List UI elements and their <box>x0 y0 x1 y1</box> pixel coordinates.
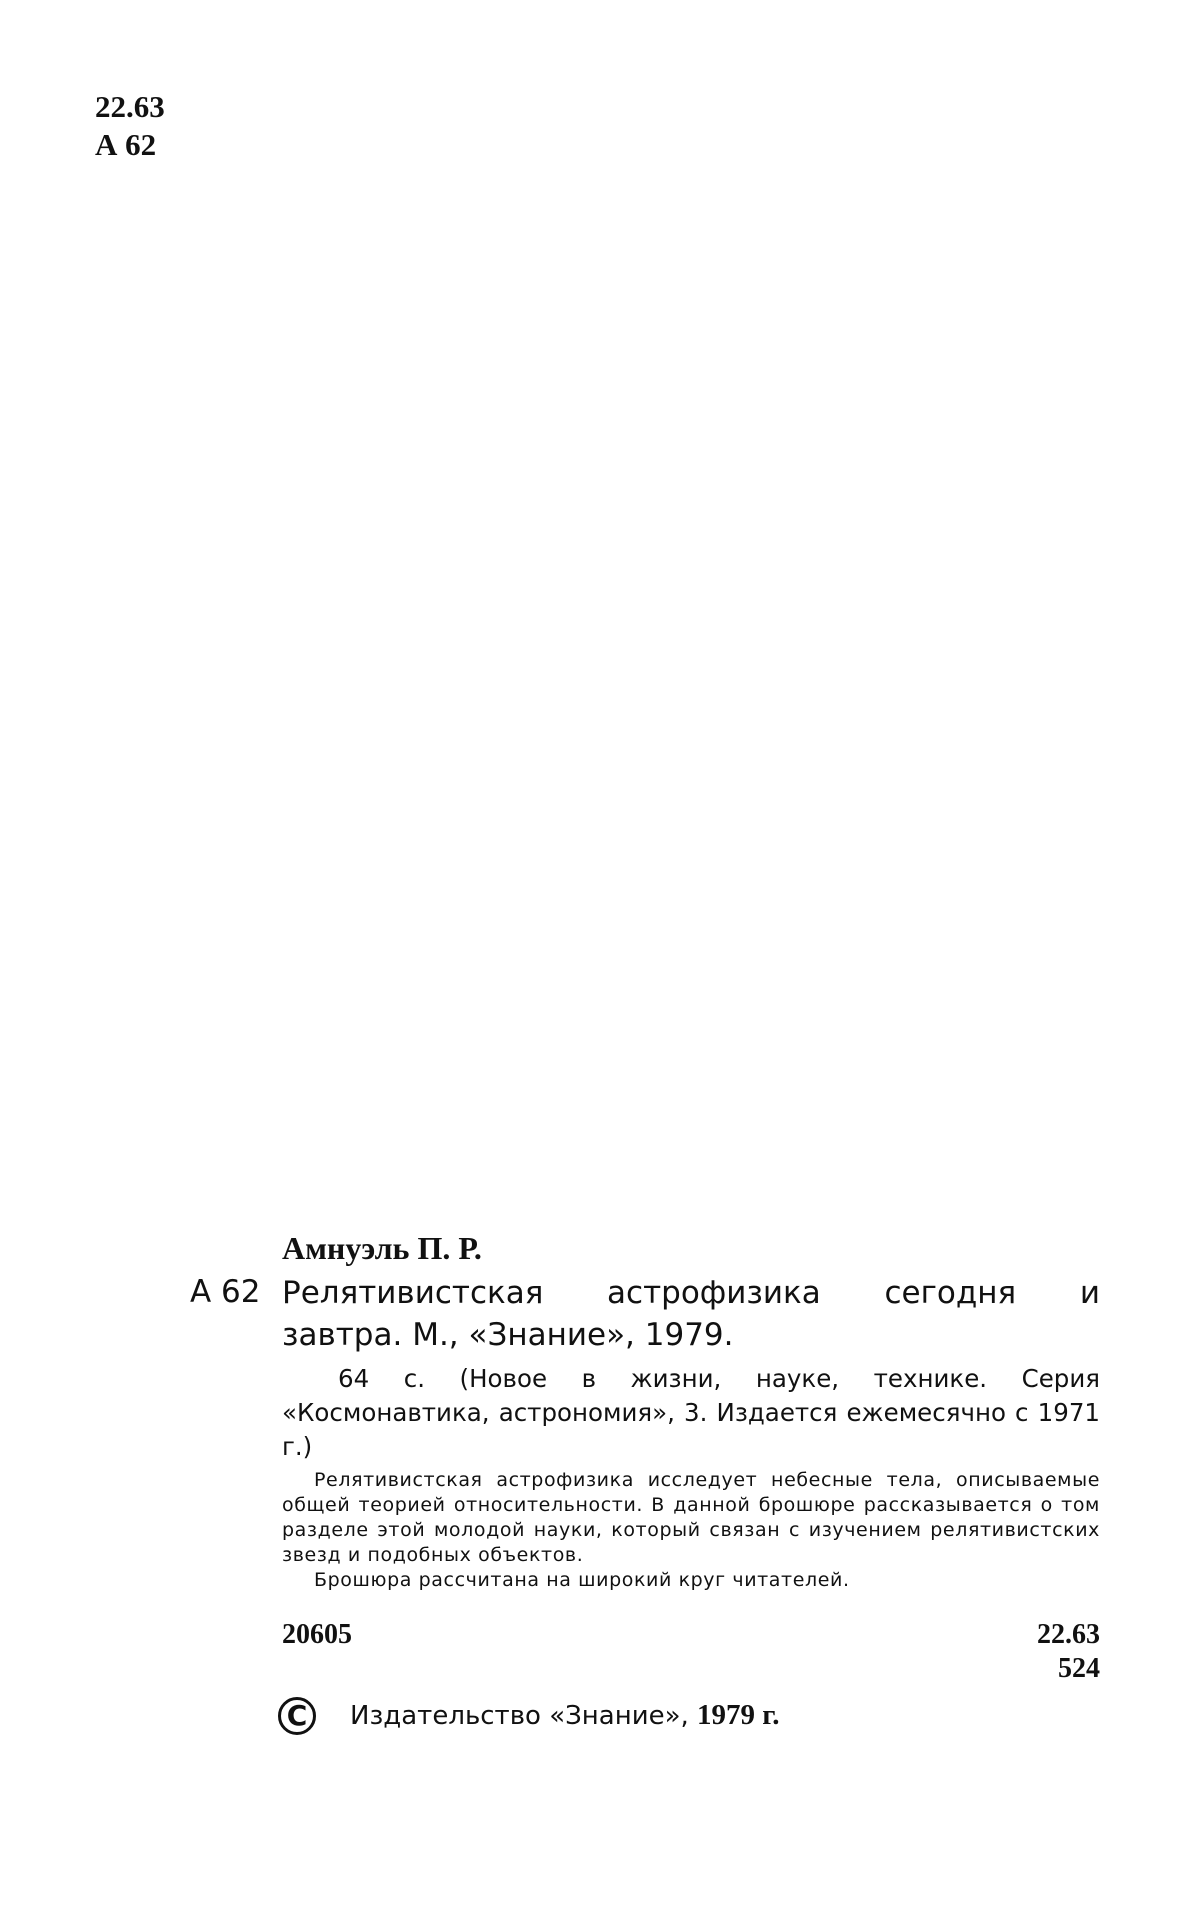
book-title <box>282 1272 1100 1356</box>
classification-code-line-2: 524 <box>1058 1653 1100 1684</box>
annotation <box>282 1468 1100 1593</box>
annotation-paragraph-2: Брошюра рассчитана на широкий круг читателей. <box>314 1569 850 1591</box>
corner-code-line-2: А 62 <box>95 127 157 162</box>
book-title-line-1: Релятивистская астрофизика сегодня и <box>282 1275 1100 1311</box>
book-title-line-2: завтра. М., «Знание», 1979. <box>282 1317 734 1353</box>
copyright-line <box>278 1696 779 1735</box>
copyright-icon: C <box>278 1697 316 1735</box>
catalog-number: 20605 <box>282 1619 352 1650</box>
author-index-code: А 62 <box>190 1274 261 1310</box>
copyright-text <box>350 1696 779 1735</box>
classification-code <box>1037 1618 1100 1686</box>
publisher-name: Издательство «Знание», <box>350 1701 689 1731</box>
corner-code-line-1: 22.63 <box>95 89 165 124</box>
copyright-year: 1979 г. <box>697 1699 780 1731</box>
corner-classification-code <box>95 88 165 164</box>
classification-code-line-1: 22.63 <box>1037 1619 1100 1650</box>
series-info: 64 с. (Новое в жизни, науке, технике. Серия «Космонавтика, астрономия», 3. Издается ежемесячно с 1971 г.) <box>282 1364 1100 1461</box>
annotation-paragraph-1: Релятивистская астрофизика исследует небесные тела, описываемые общей теорией относительности. В данной брошюре рассказывается о том разделе этой молодой науки, который связан с изучением релятивистских звезд и подобных объектов. <box>282 1469 1100 1566</box>
author-name: Амнуэль П. Р. <box>282 1230 482 1266</box>
